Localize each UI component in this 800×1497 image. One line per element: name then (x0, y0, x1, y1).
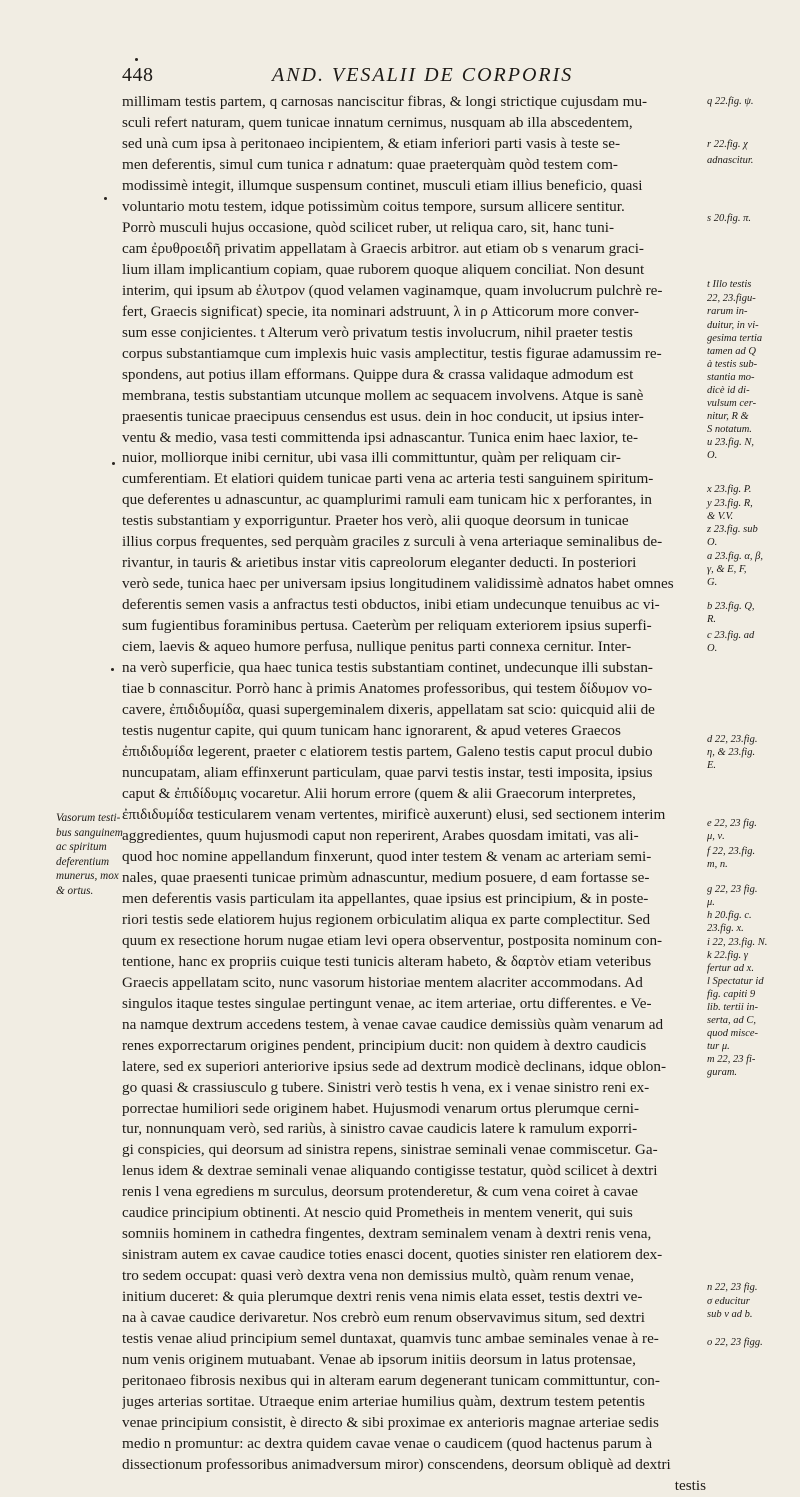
margin-note: G. (707, 577, 718, 588)
page-header (122, 64, 702, 90)
margin-note: O. (707, 643, 718, 654)
body-line: renis l vena egrediens m surculus, deorsum protenderetur, & cum vena coiret à cavae (122, 1183, 638, 1201)
ink-speck (135, 58, 138, 61)
body-line: quod hoc nomine appellandum finxerunt, quod inter testem & venam ac arteriam semi- (122, 847, 652, 865)
body-line: tro sedem occupat: quasi verò dextra vena non demissius multò, quàm renum venae, (122, 1267, 635, 1285)
body-line: caput & ἐπιδίδυμις vocaretur. Alii horum errore (quem & alii Graecorum interpretes, (122, 784, 636, 802)
body-line: spondens, aut potius illam efformans. Quippe dura & crassa validaque admodum est (122, 365, 634, 383)
body-line: modissimè integit, illumque suspensum continet, musculi etiam illius beneficio, quasi (122, 176, 643, 194)
left-margin-note (56, 811, 123, 898)
margin-note: fig. capiti 9 (707, 989, 756, 1000)
margin-note: rarum in- (707, 306, 748, 317)
left-margin-line: Vasorum testi- (56, 812, 121, 824)
left-margin-line: & ortus. (56, 884, 94, 897)
page-number: 448 (122, 64, 154, 86)
ink-speck (111, 668, 114, 671)
margin-note: O. (707, 450, 718, 461)
ink-speck (112, 462, 115, 465)
margin-note: μ, ν. (707, 831, 725, 842)
body-line: deferentis semen vasis a anfractus testi obductos, inibi etiam undecunque tenuibus ac vi- (122, 596, 660, 614)
margin-note: m, n. (707, 859, 728, 870)
body-line: lenus idem & dextrae seminali venae aliquando contigisse testatur, quòd scilicet à dextri (122, 1162, 658, 1180)
body-line: latere, sed ex superiori anteriorive ipsius sede ad dextrum modicè declinans, idque oblon- (122, 1057, 667, 1075)
body-line: fert, Graecis significat) specie, ita nominari adstruunt, λ in ρ Atticorum more conver- (122, 302, 639, 320)
body-line: men deferentis, simul cum tunica r adnatum: quae praeterquàm quòd testem com- (122, 155, 618, 173)
body-text (122, 92, 706, 1497)
margin-note: sub ν ad b. (707, 1309, 753, 1320)
body-line: Porrò musculi hujus occasione, quòd scilicet ruber, ut reliqua caro, sit, hanc tuni- (122, 218, 615, 236)
margin-note: b 23.fig. Q, (707, 601, 755, 612)
body-line: voluntario motu testem, idque potissimùm coitus tempore, sursum allicere sentitur. (122, 197, 625, 215)
body-line: sum esse conjicientes. t Alterum verò privatum testis involucrum, nihil praeter testis (122, 323, 633, 341)
margin-note: 23.fig. x. (707, 923, 744, 934)
body-line: corpus substantiamque cum implexis huic vasis amplectitur, testis figurae adamussim re- (122, 344, 662, 362)
body-line: juges arterias sortitae. Utraeque enim arteriae humilius quàm, dextrum testem petentis (122, 1393, 645, 1411)
margin-note: u 23.fig. N, (707, 437, 754, 448)
body-line: cumferentiam. Et elatiori quidem tunicae parti vena ac arteria testi sanguinem spiritum- (122, 470, 654, 488)
margin-note: k 22.fig. γ (707, 950, 748, 961)
margin-note: a 23.fig. α, β, (707, 551, 763, 562)
body-line: tiae b connascitur. Porrò hanc à primis Anatomes professoribus, qui testem δίδυμον vo- (122, 680, 653, 698)
body-line: initium duceret: & quia plerumque dextri renis vena nimis elata esset, testis dextri ve- (122, 1288, 643, 1306)
body-line: na verò superficie, qua haec tunica testis substantiam continet, undecunque illi substan- (122, 659, 653, 677)
margin-note: quod misce- (707, 1028, 759, 1039)
body-line: Graecis appellatam scito, nunc vasorum historiae mentem alacriter accommodans. Ad (122, 973, 643, 991)
margin-note: g 22, 23 fig. (707, 884, 758, 895)
margin-note: l Spectatur id (707, 976, 764, 987)
body-line: sinistram autem ex cavae caudice toties enasci docent, quoties sinister ren elatiorem dex- (122, 1246, 663, 1264)
margin-note: r 22.fig. χ (707, 139, 748, 150)
ink-speck (104, 197, 107, 200)
body-line: illius corpus frequentes, sed perquàm graciles z surculi à vena arteriaque seminalibus de- (122, 533, 663, 551)
body-line: sculi refert naturam, quem tunicae innatum cernimus, nusquam ab illa abscedentem, (122, 113, 633, 131)
body-line: ἐπιδιδυμίδα testicularem venam vertentes, mirificè auxerunt) elusi, sed sectionem interim (122, 805, 666, 823)
body-line: na à cavae caudice derivaretur. Nos crebrò eum renum observavimus situm, sed dextri (122, 1309, 645, 1327)
body-line: membrana, testis substantiam utcunque mollem ac sequacem involvens. Atque is sanè (122, 386, 644, 404)
margin-note: s 20.fig. π. (707, 213, 752, 224)
body-line: riori testis sede elatiorem hujus regionem orbiculatim aliqua ex parte complectitur. Sed (122, 910, 651, 928)
body-line: nales, quae praesenti tunicae primùm adnascuntur, medium posuere, d eam fortasse se- (122, 868, 650, 886)
body-line: testis substantiam y exporriguntur. Praeter hos verò, alii quoque deorsum in tunicae (122, 512, 629, 530)
body-line: nuncupatam, aliam effinxerunt particulam, quae parvi testis instar, testi imposita, ipsius (122, 764, 653, 781)
body-line: sed unà cum ipsa à peritonaeo incipientem, & etiam inferiori parti vasis à teste se- (122, 134, 621, 152)
body-line: sum fugientibus foraminibus pertusa. Caeterùm per reliquam exteriorem ipsius superfi- (122, 617, 652, 635)
margin-note: q 22.fig. ψ. (707, 96, 754, 107)
body-line: nuior, molliorque inibi cernitur, ubi vasa illi committuntur, quàm per reliquam cir- (122, 449, 621, 467)
body-line: na namque dextrum accedens testem, à venae cavae caudice demissiùs quàm venarum ad (122, 1015, 664, 1033)
margin-note: O. (707, 537, 718, 548)
body-line: renes exporrectarum origines pendent, principium ducit: non quidem à dextro caudicis (122, 1036, 647, 1054)
margin-note: S notatum. (707, 424, 752, 435)
margin-note: μ. (707, 897, 715, 908)
body-line: tur, nonnunquam verò, sed rariùs, à sinistro cavae caudicis latere k ramulum exporri- (122, 1120, 638, 1138)
body-line: men deferentis vasis particulam ita appellantes, quae ipsius est principium, & in poste- (122, 889, 649, 907)
body-line: praesentis tunicae praecipuus censendus est usus. dein in hoc conducit, ut ipsius inter- (122, 407, 644, 425)
margin-note: tamen ad Q (707, 346, 756, 357)
margin-note: i 22, 23.fig. N. (707, 937, 768, 948)
margin-note: duitur, in vi- (707, 320, 759, 331)
body-line: quum ex resectione horum nugae etiam levi opera observentur, postposita nominum con- (122, 931, 663, 949)
body-line: peritonaeo fibrosis nexibus qui in alteram earum degenerant tunicam committuntur, con- (122, 1372, 660, 1390)
body-line: tentione, hanc ex propriis cuique testi tunicis alteram habeto, & δαρτὸν etiam veteribus (122, 952, 652, 970)
body-line: caudice principium obtinenti. At nescio quid Prometheis in mentem venerit, qui suis (122, 1204, 633, 1222)
margin-note: fertur ad x. (707, 963, 754, 974)
margin-note: z 23.fig. sub (707, 524, 758, 535)
margin-note: lib. tertii in- (707, 1002, 759, 1013)
margin-note: 22, 23.figu- (707, 293, 756, 304)
body-line: testis (674, 1476, 706, 1494)
body-line: testis nugentur capite, qui quum tunicam hanc ignorarent, & apud veteres Graecos (122, 722, 621, 740)
margin-note: e 22, 23 fig. (707, 818, 757, 829)
margin-note: n 22, 23 fig. (707, 1282, 758, 1293)
left-margin-line: ac spiritum (56, 841, 107, 853)
body-line: lium illam implicantium copiam, quae ruborem quoque aliquem conciliat. Non desunt (122, 260, 645, 278)
left-margin-line: bus sanguinem (56, 826, 123, 839)
margin-note: nitur, R & (707, 411, 749, 422)
margin-note: R. (707, 614, 717, 625)
margin-note: adnascitur. (707, 155, 754, 166)
margin-note: & V.V. (707, 511, 734, 522)
body-line: millimam testis partem, q carnosas nanciscitur fibras, & longi strictique cujusdam mu- (122, 93, 648, 110)
margin-note: η, & 23.fig. (707, 747, 756, 758)
body-line: venae principium consistit, è directo & sibi proximae ex anterioris magnae arteriae sedis (122, 1414, 659, 1432)
body-line: que deferentes u adnascuntur, ac quamplurimi ramuli eam tunicam hic x perforantes, in (122, 491, 652, 509)
margin-note: γ, & E, F, (707, 564, 747, 575)
margin-note: t Illo testis (707, 279, 752, 290)
margin-note: d 22, 23.fig. (707, 734, 758, 745)
body-line: cavere, ἐπιδιδυμίδα, quasi supergeminalem dixeris, appellatam sat scio: quicquid alii de (122, 701, 655, 719)
margin-note: o 22, 23 figg. (707, 1337, 763, 1348)
margin-note: à testis sub- (707, 359, 758, 370)
body-line: verò sede, tunica haec per universam ipsius longitudinem validissimè adnatos habet omnes (122, 575, 674, 593)
body-line: ciem, laevis & aqueo humore perfusa, nullique penitus parti connexa cernitur. Inter- (122, 638, 632, 656)
left-margin-line: munerus, mox (56, 870, 119, 882)
body-line: dissectionum professoribus animadversum miror) conscendens, deorsum obliquè ad dextri (122, 1455, 671, 1473)
margin-note: stantia mo- (707, 372, 755, 383)
margin-note: x 23.fig. P. (707, 484, 752, 495)
body-line: num venis originem mutuabant. Venae ab ipsorum initiis deorsum in latus protensae, (122, 1351, 636, 1369)
body-line: somniis hominem in cathedra fingentes, dextram seminalem venam à dextri renis vena, (122, 1225, 652, 1243)
body-line: aggredientes, quum hujusmodi caput non reperirent, Arabes quosdam imitati, vas ali- (122, 826, 639, 844)
body-line: testis venae aliud principium semel duntaxat, quamvis tunc ambae seminales venae à re- (122, 1330, 659, 1348)
margin-note: m 22, 23 fi- (707, 1054, 756, 1065)
margin-note: h 20.fig. c. (707, 910, 752, 921)
body-line: go quasi & crassiusculo g tubere. Sinistri verò testis h vena, ex i venae sinistro reni ex- (122, 1078, 650, 1096)
margin-note: f 22, 23.fig. (707, 846, 756, 857)
body-line: porrectae humiliori sede originem habet. Hujusmodi venarum ortus plerumque cerni- (122, 1099, 640, 1117)
margin-note: c 23.fig. ad (707, 630, 755, 641)
body-line: medio n promuntur: ac dextra quidem cavae venae o caudicem (quod hactenus parum à (122, 1435, 653, 1452)
margin-note: σ educitur (707, 1296, 750, 1307)
body-line: gi conspicies, qui deorsum ad sinistra repens, sinistrae seminali venae commiscetur. Ga- (122, 1141, 658, 1159)
margin-note: gesima tertia (707, 333, 763, 344)
margin-note: tur μ. (707, 1041, 730, 1052)
body-line: rivantur, in tauris & arietibus instar vitis capreolorum eleganter deducti. In posteriori (122, 554, 637, 572)
body-line: singulos itaque testes singulae pertingunt venae, ac item arteriae, ortu differentes. e Ve- (122, 994, 652, 1012)
margin-note: guram. (707, 1067, 738, 1078)
running-head: AND. VESALII DE CORPORIS (272, 64, 574, 86)
margin-note: E. (707, 760, 717, 771)
margin-note: y 23.fig. R, (707, 498, 753, 509)
body-line: interim, qui ipsum ab ἐλυτρον (quod velamen vaginamque, quam involucrum pulchrè re- (122, 281, 663, 299)
left-margin-line: deferentium (56, 855, 110, 868)
body-line: ἐπιδιδυμίδα legerent, praeter c elatiorem testis partem, Galeno testis caput procul dubio (122, 743, 653, 761)
margin-note: serta, ad C, (707, 1015, 757, 1026)
margin-note: dicè id di- (707, 385, 750, 396)
margin-note: vulsum cer- (707, 398, 757, 409)
body-line: cam ἐρυθροειδῆ privatim appellatam à Graecis arbitror. aut etiam ob s venarum graci- (122, 239, 644, 257)
body-line: ventu & medio, vasa testi committenda ipsi adnascantur. Tunica enim haec laxior, te- (122, 428, 639, 446)
